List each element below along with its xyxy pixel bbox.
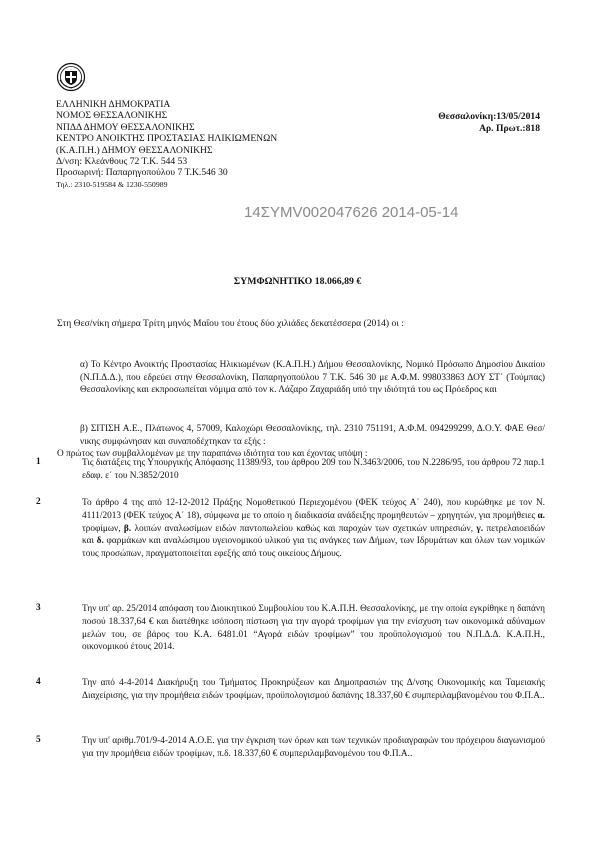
item-text-part: φαρμάκων και αναλώσιμου υγειονομικού υλικού για τις ανάγκες των Δήμων, των Ιδρυμάτων και όλων των νομικών τους προσώπων, πραγματοποιείται εφεξής από τους οικείους Δήμους. <box>82 536 545 560</box>
item-number: 3 <box>36 603 41 613</box>
item-text: Την υπ' αρ. 25/2014 απόφαση του Διοικητικού Συμβουλίου του Κ.Α.Π.Η. Θεσσαλονίκης, με την οποία εγκρίθηκε η δαπάνη ποσού 18.337,64 € και διατέθηκε ισόποση πίστωση για την αγορά τροφίμων για την ενίσχυση των οικονομικά αδύναμων μελών του, σε βάρος του Κ.Α. 6481.01 “Αγορά ειδών τροφίμων” του προϋπολογισμού του Ν.Π.Δ.Δ. Κ.Α.Π.Η., οικονομικού έτους 2014. <box>82 604 545 653</box>
temporary-address-line: Προσωρινή: Παπαρηγοπούλου 7 Τ.Κ.546 30 <box>56 167 228 179</box>
item-text-part: πετρελαιοειδών και <box>82 523 545 547</box>
header-line: ΝΠΔΔ ΔΗΜΟΥ ΘΕΣΣΑΛΟΝΙΚΗΣ <box>56 121 195 133</box>
item-marker: α. <box>537 510 545 521</box>
item-text <box>82 497 545 561</box>
item-text: Τις διατάξεις της Υπουργικής Απόφασης 11389/93, του άρθρου 209 του Ν.3463/2006, του Ν.2286/95, του άρθρου 72 παρ.1 εδαφ. ε΄ του Ν.3852/2010 <box>82 458 545 481</box>
party-b-text: β) ΣΙΤΙΣΗ Α.Ε., Πλάτωνος 4, 57009, Καλοχώρι Θεσσαλονίκης, τηλ. 2310 751191, Α.Φ.Μ. 094299299, Δ.Ο.Υ. ΦΑΕ Θεσ/νικης συμφώνησαν και συναποδέχτηκαν τα εξής : <box>80 424 545 447</box>
header-line: ΚΕΝΤΡΟ ΑΝΟΙΚΤΗΣ ΠΡΟΣΤΑΣΙΑΣ ΗΛΙΚΙΩΜΕΝΩΝ <box>56 133 278 145</box>
item-text: Την από 4-4-2014 Διακήρυξη του Τμήματος Προκηρύξεων και Δημοπρασιών της Δ/νσης Οικονομικής και Ταμειακής Διαχείρισης, για την προμήθεια ειδών τροφίμων, προϋπολογισμού δαπάνης 18.337,60 € συμπεριλαμβανομένου του Φ.Π.Α.. <box>82 678 545 701</box>
document-title: ΣΥΜΦΩΝΗΤΙΚΟ 18.066,89 € <box>233 276 362 287</box>
header-line: (Κ.Α.Π.Η.) ΔΗΜΟΥ ΘΕΣΣΑΛΟΝΙΚΗΣ <box>56 144 213 156</box>
item-text-part: λοιπών αναλωσίμων ειδών παντοπωλείου καθώς και παροχών των σχετικών υπηρεσιών, <box>131 523 477 534</box>
party-b-paragraph <box>57 423 545 461</box>
item-number: 4 <box>36 677 41 687</box>
issuer-header <box>56 99 376 190</box>
item-text-part: τροφίμων, <box>82 523 124 534</box>
address-line: Δ/νση: Κλεάνθους 72 Τ.Κ. 544 53 <box>56 156 188 168</box>
item-number: 1 <box>36 457 41 467</box>
party-b-line2: Ο πρώτος των συμβαλλομένων με την παραπάνω ιδιότητα του και έχοντας υπόψη : <box>57 449 368 460</box>
item-marker: δ. <box>96 536 104 547</box>
intro-paragraph: Στη Θεσ/νίκη σήμερα Τρίτη μηνός Μαΐου του έτους δύο χιλιάδες δεκατέσσερα (2014) οι : <box>57 318 404 329</box>
phone-line: Τηλ.: 2310-519584 & 1230-550989 <box>56 179 168 189</box>
date-line: Θεσσαλονίκη:13/05/2014 <box>438 111 540 122</box>
header-line: ΕΛΛΗΝΙΚΗ ΔΗΜΟΚΡΑΤΙΑ <box>56 99 171 110</box>
protocol-number: Αρ. Πρωτ.:818 <box>479 123 540 134</box>
item-number: 5 <box>36 735 41 745</box>
coat-of-arms-icon <box>56 62 86 92</box>
date-protocol-block <box>390 111 540 135</box>
party-a-paragraph: α) Το Κέντρο Ανοικτής Προστασίας Ηλικιωμένων (Κ.Α.Π.Η.) Δήμου Θεσσαλονίκης, Νομικό Πρόσωπο Δημοσίου Δικαίου (Ν.Π.Δ.Δ.), που εδρεύει στην Θεσσαλονίκη, Παπαρηγοπούλου 7 Τ.Κ. 546 30 με Α.Φ.Μ. 998033863 ΔΟΥ ΣΤ΄ (Τούμπας) Θεσσαλονίκης και εκπροσωπείται νόμιμα από τον κ. Λάζαρο Ζαχαριάδη υπό την ιδιότητά του ως Πρόεδρος και <box>80 360 545 396</box>
diavgeia-watermark: 14ΣΥΜV002047626 2014-05-14 <box>244 204 459 221</box>
item-text: Την υπ' αριθμ.701/9-4-2014 Α.Ο.Ε. για την έγκριση των όρων και των τεχνικών προδιαγραφών του πρόχειρου διαγωνισμού για την προμήθεια ειδών τροφίμων, π.δ. 18.337,60 € συμπεριλαμβανομένου του Φ.Π.Α.. <box>82 736 545 759</box>
item-number: 2 <box>36 497 41 507</box>
item-marker: γ. <box>476 523 484 534</box>
header-line: ΝΟΜΟΣ ΘΕΣΣΑΛΟΝΙΚΗΣ <box>56 110 168 122</box>
item-marker: β. <box>123 523 132 534</box>
item-text-part: Το άρθρο 4 της από 12-12-2012 Πράξης Νομοθετικού Περιεχομένου (ΦΕΚ τεύχος Α΄ 240), που κυρώθηκε με τον Ν. 4111/2013 (ΦΕΚ τεύχος Α΄ 18), σύμφωνα με το οποίο η διαδικασία ανάδειξης προμηθευτών – χρηγητών, για προμήθειες <box>82 498 545 521</box>
